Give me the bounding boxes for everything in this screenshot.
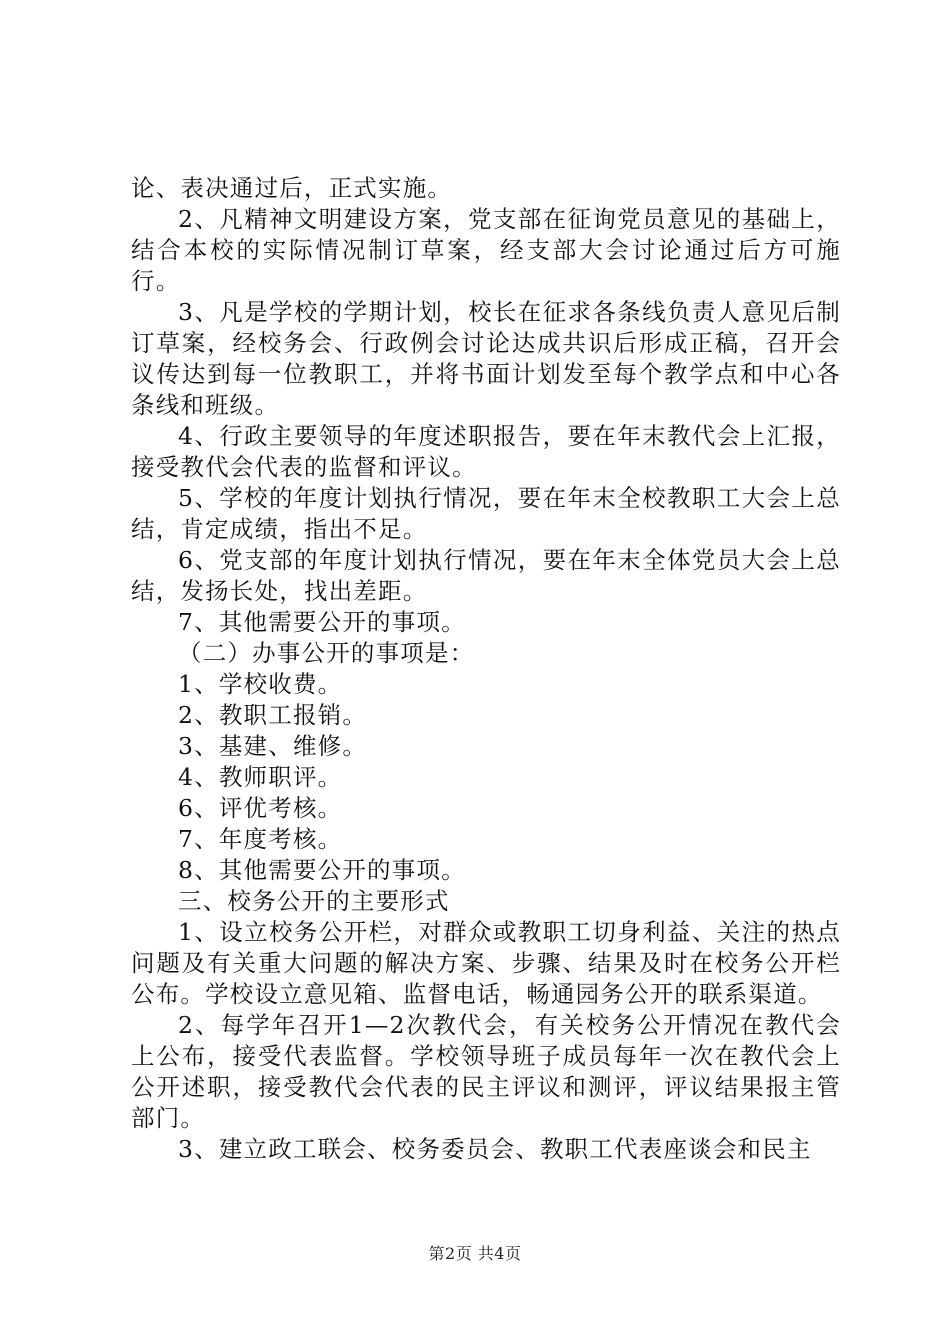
document-body (131, 173, 841, 1165)
paragraph: 2、教职工报销。 (178, 701, 368, 729)
paragraph: 3、凡是学校的学期计划，校长在征求各条线负责人意见后制订草案，经校务会、行政例会讨论达成共识后形成正稿，召开会议传达到每一位教职工，并将书面计划发至每个教学点和中心各条线和班级。 (131, 298, 841, 419)
paragraph: （二）办事公开的事项是： (178, 639, 475, 667)
paragraph: 7、其他需要公开的事项。 (178, 608, 466, 636)
paragraph: 6、评优考核。 (178, 794, 343, 822)
paragraph: 4、行政主要领导的年度述职报告，要在年末教代会上汇报，接受教代会代表的监督和评议。 (131, 422, 841, 481)
paragraph: 三、校务公开的主要形式 (178, 887, 450, 915)
paragraph: 5、学校的年度计划执行情况，要在年末全校教职工大会上总结，肯定成绩，指出不足。 (131, 484, 841, 543)
paragraph: 3、基建、维修。 (178, 732, 368, 760)
paragraph: 8、其他需要公开的事项。 (178, 856, 466, 884)
page-footer: 第2页 共4页 (428, 1244, 522, 1263)
paragraph: 1、学校收费。 (178, 670, 343, 698)
paragraph: 6、党支部的年度计划执行情况，要在年末全体党员大会上总结，发扬长处，找出差距。 (131, 546, 841, 605)
paragraph: 2、凡精神文明建设方案，党支部在征询党员意见的基础上，结合本校的实际情况制订草案，经支部大会讨论通过后方可施行。 (131, 205, 841, 295)
paragraph: 论、表决通过后，正式实施。 (131, 174, 453, 202)
paragraph: 2、每学年召开1—2次教代会，有关校务公开情况在教代会上公布，接受代表监督。学校领导班子成员每年一次在教代会上公开述职，接受教代会代表的民主评议和测评，评议结果报主管部门。 (131, 1011, 841, 1132)
paragraph: 7、年度考核。 (178, 825, 343, 853)
paragraph: 3、建立政工联会、校务委员会、教职工代表座谈会和民主 (178, 1135, 812, 1163)
paragraph: 4、教师职评。 (178, 763, 343, 791)
paragraph: 1、设立校务公开栏，对群众或教职工切身利益、关注的热点问题及有关重大问题的解决方案、步骤、结果及时在校务公开栏公布。学校设立意见箱、监督电话，畅通园务公开的联系渠道。 (131, 918, 841, 1008)
